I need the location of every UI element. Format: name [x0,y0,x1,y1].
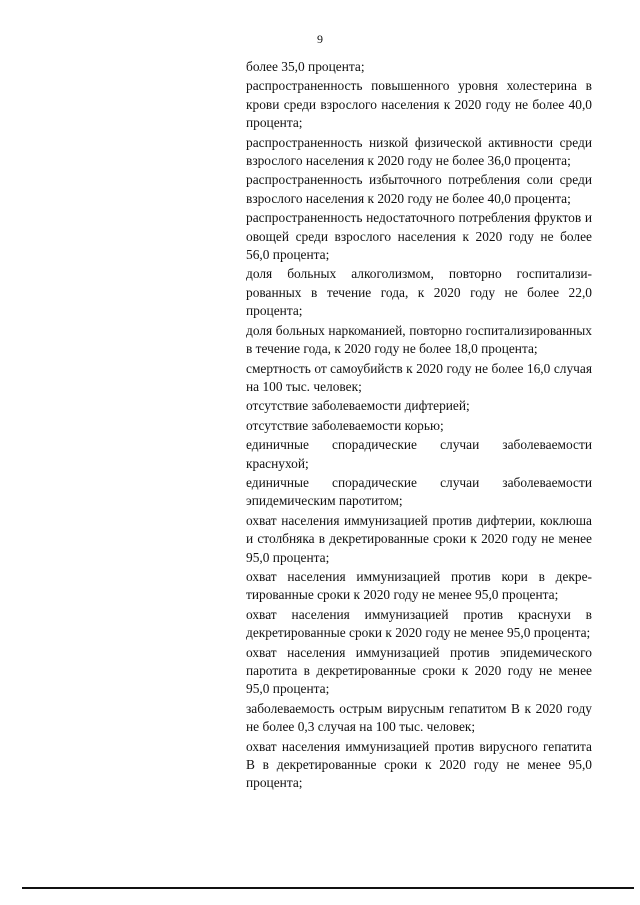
indicator-list [246,58,592,794]
list-item: охват населения иммунизацией против кори в декретированные сроки к 2020 году не менее 95,0 процента; [246,568,592,603]
list-item: охват населения иммунизацией против вирусного гепатита В в декретированные сроки к 2020 году не менее 95,0 процента; [246,738,592,791]
list-item: единичные спорадические случаи заболеваемости эпидемическим паротитом; [246,474,592,509]
list-item: доля больных алкоголизмом, повторно госпитализированных в течение года, к 2020 году не более 22,0 процента; [246,266,592,319]
list-item: отсутствие заболеваемости дифтерией; [246,398,470,414]
page-number: 9 [317,32,323,46]
list-item: распространенность повышенного уровня холестерина в крови среди взрослого населения к 2020 году не более 40,0 процента; [246,78,592,131]
list-item: охват населения иммунизацией против дифтерии, коклюша и столбняка в декретированные сроки к 2020 году не менее 95,0 процента; [246,512,592,565]
list-item: заболеваемость острым вирусным гепатитом В к 2020 году не более 0,3 случая на 100 тыс. человек; [246,700,592,735]
list-item: распространенность низкой физической активности среди взрослого населения к 2020 году не более 36,0 процента; [246,134,592,169]
list-item: единичные спорадические случаи заболеваемости краснухой; [246,437,592,471]
list-item: смертность от самоубийств к 2020 году не более 16,0 случая на 100 тыс. человек; [246,360,592,394]
bottom-divider [22,887,634,889]
list-item: распространенность избыточного потребления соли среди взрослого населения к 2020 году не более 40,0 процента; [246,172,592,206]
list-item: охват населения иммунизацией против эпидемического паротита в декретированные сроки к 2020 году не менее 95,0 процента; [246,644,592,697]
list-item: доля больных наркоманией, повторно госпитализированных в течение года, к 2020 году не более 18,0 процента; [246,322,592,357]
list-item: охват населения иммунизацией против краснухи в декретированные сроки к 2020 году не менее 95,0 процента; [246,606,592,641]
list-item: отсутствие заболеваемости корью; [246,417,444,433]
list-item: распространенность недостаточного потребления фруктов и овощей среди взрослого населения к 2020 году не более 56,0 процента; [246,210,592,263]
list-item: более 35,0 процента; [246,59,365,74]
